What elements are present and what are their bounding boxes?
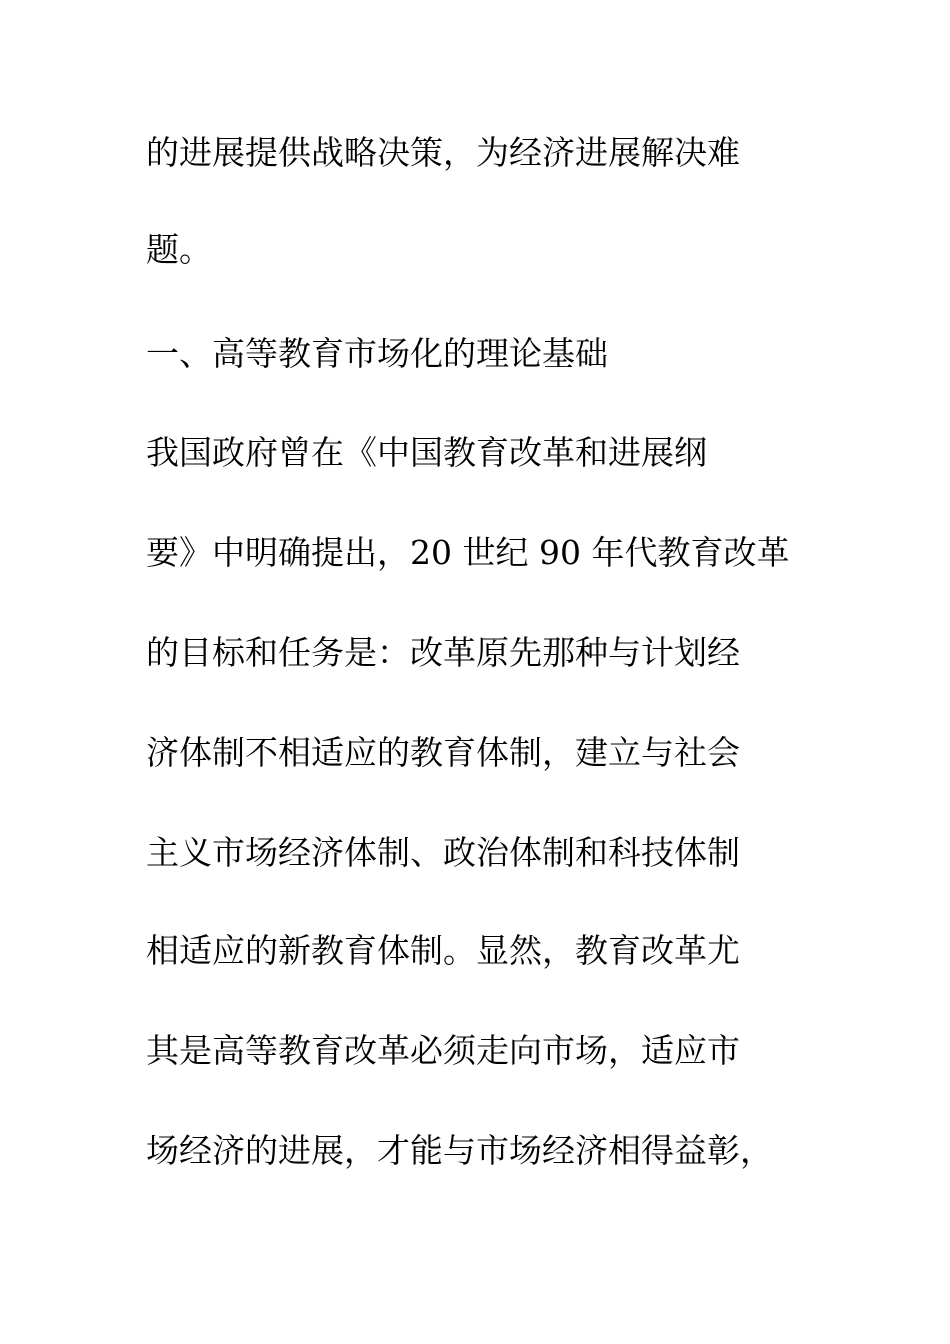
paragraph-line: 要》中明确提出，20 世纪 90 年代教育改革	[146, 533, 790, 572]
paragraph-line: 其是高等教育改革必须走向市场，适应市	[146, 1031, 740, 1070]
paragraph-line: 场经济的进展，才能与市场经济相得益彰，	[146, 1131, 773, 1170]
paragraph-line: 的目标和任务是：改革原先那种与计划经	[146, 633, 740, 672]
paragraph-line: 我国政府曾在《中国教育改革和进展纲	[146, 433, 707, 472]
paragraph-line: 主义市场经济体制、政治体制和科技体制	[146, 833, 740, 872]
paragraph-line: 相适应的新教育体制。显然，教育改革尤	[146, 931, 740, 970]
paragraph-line: 的进展提供战略决策，为经济进展解决难	[146, 133, 740, 172]
section-heading: 一、高等教育市场化的理论基础	[146, 334, 608, 373]
paragraph-line: 济体制不相适应的教育体制，建立与社会	[146, 733, 740, 772]
paragraph-line: 题。	[146, 230, 212, 269]
